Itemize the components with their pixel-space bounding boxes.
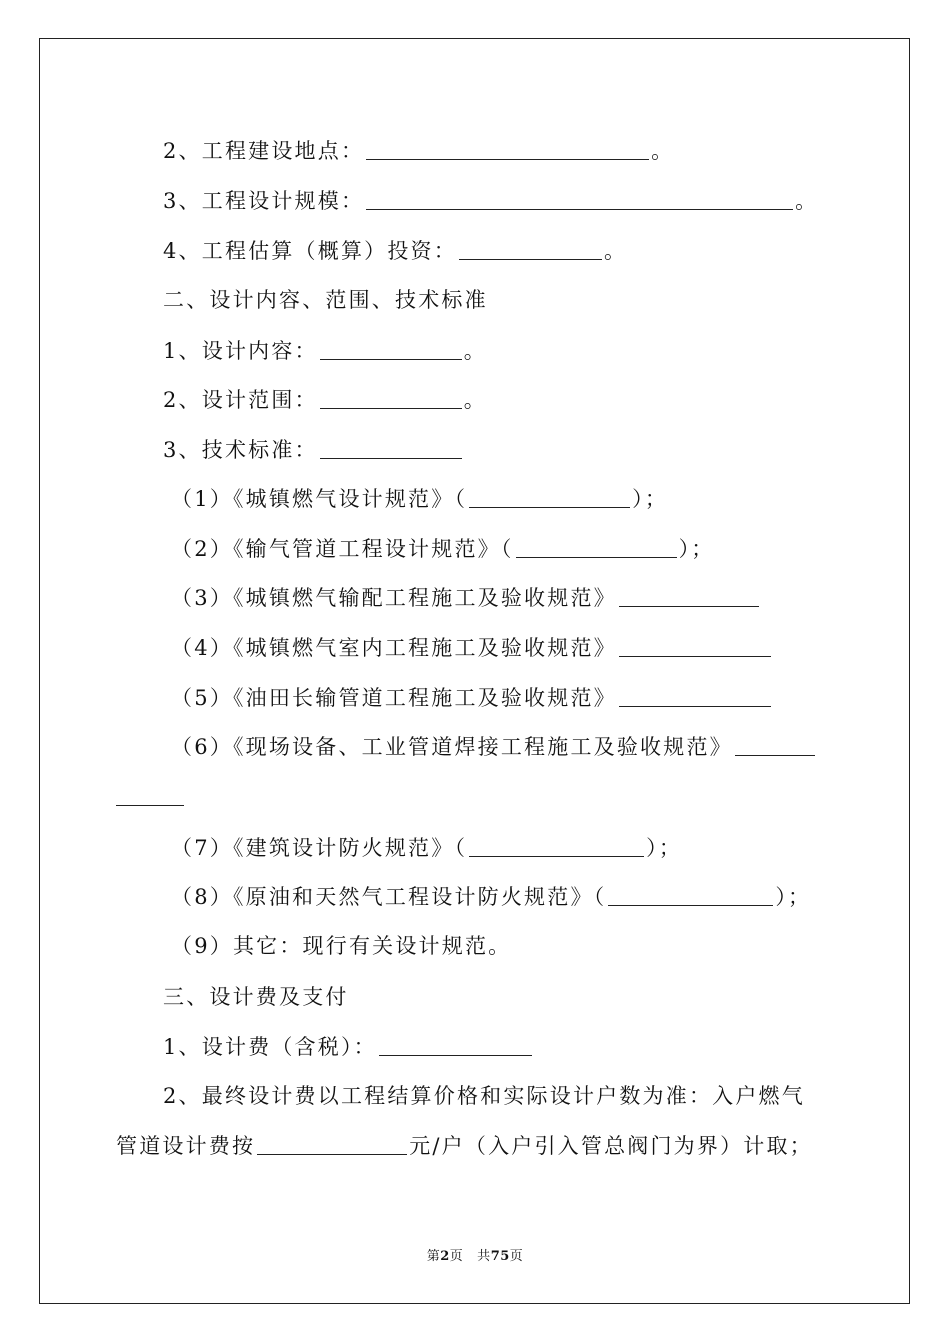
fee-blank[interactable] <box>379 1035 532 1056</box>
standard-item-7-end: ）； <box>646 836 683 860</box>
standard-item-2-end: ）； <box>678 537 715 561</box>
site-line <box>163 137 674 165</box>
total-prefix: 共 <box>477 1249 491 1264</box>
scope-end: 。 <box>463 388 487 412</box>
fee-label: 1、设计费（含税）： <box>163 1035 377 1059</box>
standard-item-3-blank[interactable] <box>619 586 759 607</box>
standard-item-7-label: （7）《建筑设计防火规范》（ <box>171 836 468 860</box>
standard-item-2-label: （2）《输气管道工程设计规范》（ <box>171 537 514 561</box>
standard-item-7 <box>171 834 682 862</box>
pipeline-fee-end: 元/户（入户引入管总阀门为界）计取； <box>409 1134 813 1158</box>
final-fee-line: 2、最终设计费以工程结算价格和实际设计户数为准：入户燃气 <box>163 1084 805 1108</box>
page-suffix: 页 <box>449 1249 464 1264</box>
content-end: 。 <box>463 339 487 363</box>
standard-item-8 <box>171 883 811 911</box>
scale-end: 。 <box>795 189 819 213</box>
standard-line <box>163 436 464 464</box>
scale-line <box>163 187 818 215</box>
section-2-heading: 二、设计内容、范围、技术标准 <box>163 288 488 312</box>
scope-line <box>163 386 487 414</box>
standard-item-1-blank[interactable] <box>469 487 630 508</box>
standard-item-6-blank-wrap[interactable] <box>116 785 184 806</box>
pipeline-fee-blank[interactable] <box>257 1134 407 1155</box>
content-label: 1、设计内容： <box>163 339 318 363</box>
standard-item-8-label: （8）《原油和天然气工程设计防火规范》（ <box>171 885 607 909</box>
scale-blank[interactable] <box>366 189 793 210</box>
total-suffix: 页 <box>509 1249 524 1264</box>
page-number: 2 <box>440 1249 450 1264</box>
pipeline-fee-label: 管道设计费按 <box>116 1134 256 1158</box>
site-blank[interactable] <box>366 139 649 160</box>
scale-label: 3、工程设计规模： <box>163 189 365 213</box>
standard-blank[interactable] <box>320 438 462 459</box>
standard-item-9: （9）其它：现行有关设计规范。 <box>171 934 512 958</box>
budget-line <box>163 237 627 265</box>
scope-blank[interactable] <box>320 388 462 409</box>
standard-item-3 <box>171 584 761 612</box>
budget-label: 4、工程估算（概算）投资： <box>163 239 457 263</box>
site-label: 2、工程建设地点： <box>163 139 365 163</box>
standard-item-6-label: （6）《现场设备、工业管道焊接工程施工及验收规范》 <box>171 735 733 759</box>
page-prefix: 第 <box>426 1249 441 1264</box>
standard-item-6-wrap <box>116 783 186 811</box>
section-3-heading: 三、设计费及支付 <box>163 985 349 1009</box>
standard-item-8-blank[interactable] <box>608 885 773 906</box>
standard-item-1-label: （1）《城镇燃气设计规范》（ <box>171 487 468 511</box>
standard-label: 3、技术标准： <box>163 438 318 462</box>
standard-item-6-blank[interactable] <box>735 735 815 756</box>
page-footer <box>0 1245 950 1264</box>
site-end: 。 <box>651 139 675 163</box>
standard-item-6 <box>171 733 817 761</box>
standard-item-3-label: （3）《城镇燃气输配工程施工及验收规范》 <box>171 586 617 610</box>
standard-item-2-blank[interactable] <box>516 537 677 558</box>
page-border <box>39 38 910 1304</box>
standard-item-5-label: （5）《油田长输管道工程施工及验收规范》 <box>171 686 617 710</box>
standard-item-1 <box>171 485 668 513</box>
content-line <box>163 337 487 365</box>
fee-line <box>163 1033 534 1061</box>
standard-item-7-blank[interactable] <box>469 836 644 857</box>
standard-item-8-end: ）； <box>775 885 812 909</box>
standard-item-4-label: （4）《城镇燃气室内工程施工及验收规范》 <box>171 636 617 660</box>
budget-blank[interactable] <box>459 239 602 260</box>
pipeline-fee-line <box>116 1132 813 1160</box>
standard-item-2 <box>171 535 714 563</box>
standard-item-1-end: ）； <box>632 487 669 511</box>
scope-label: 2、设计范围： <box>163 388 318 412</box>
budget-end: 。 <box>603 239 628 263</box>
standard-item-4 <box>171 634 773 662</box>
content-blank[interactable] <box>320 339 462 360</box>
total-pages: 75 <box>490 1249 510 1264</box>
standard-item-4-blank[interactable] <box>619 636 771 657</box>
standard-item-5-blank[interactable] <box>619 686 771 707</box>
standard-item-5 <box>171 684 773 712</box>
